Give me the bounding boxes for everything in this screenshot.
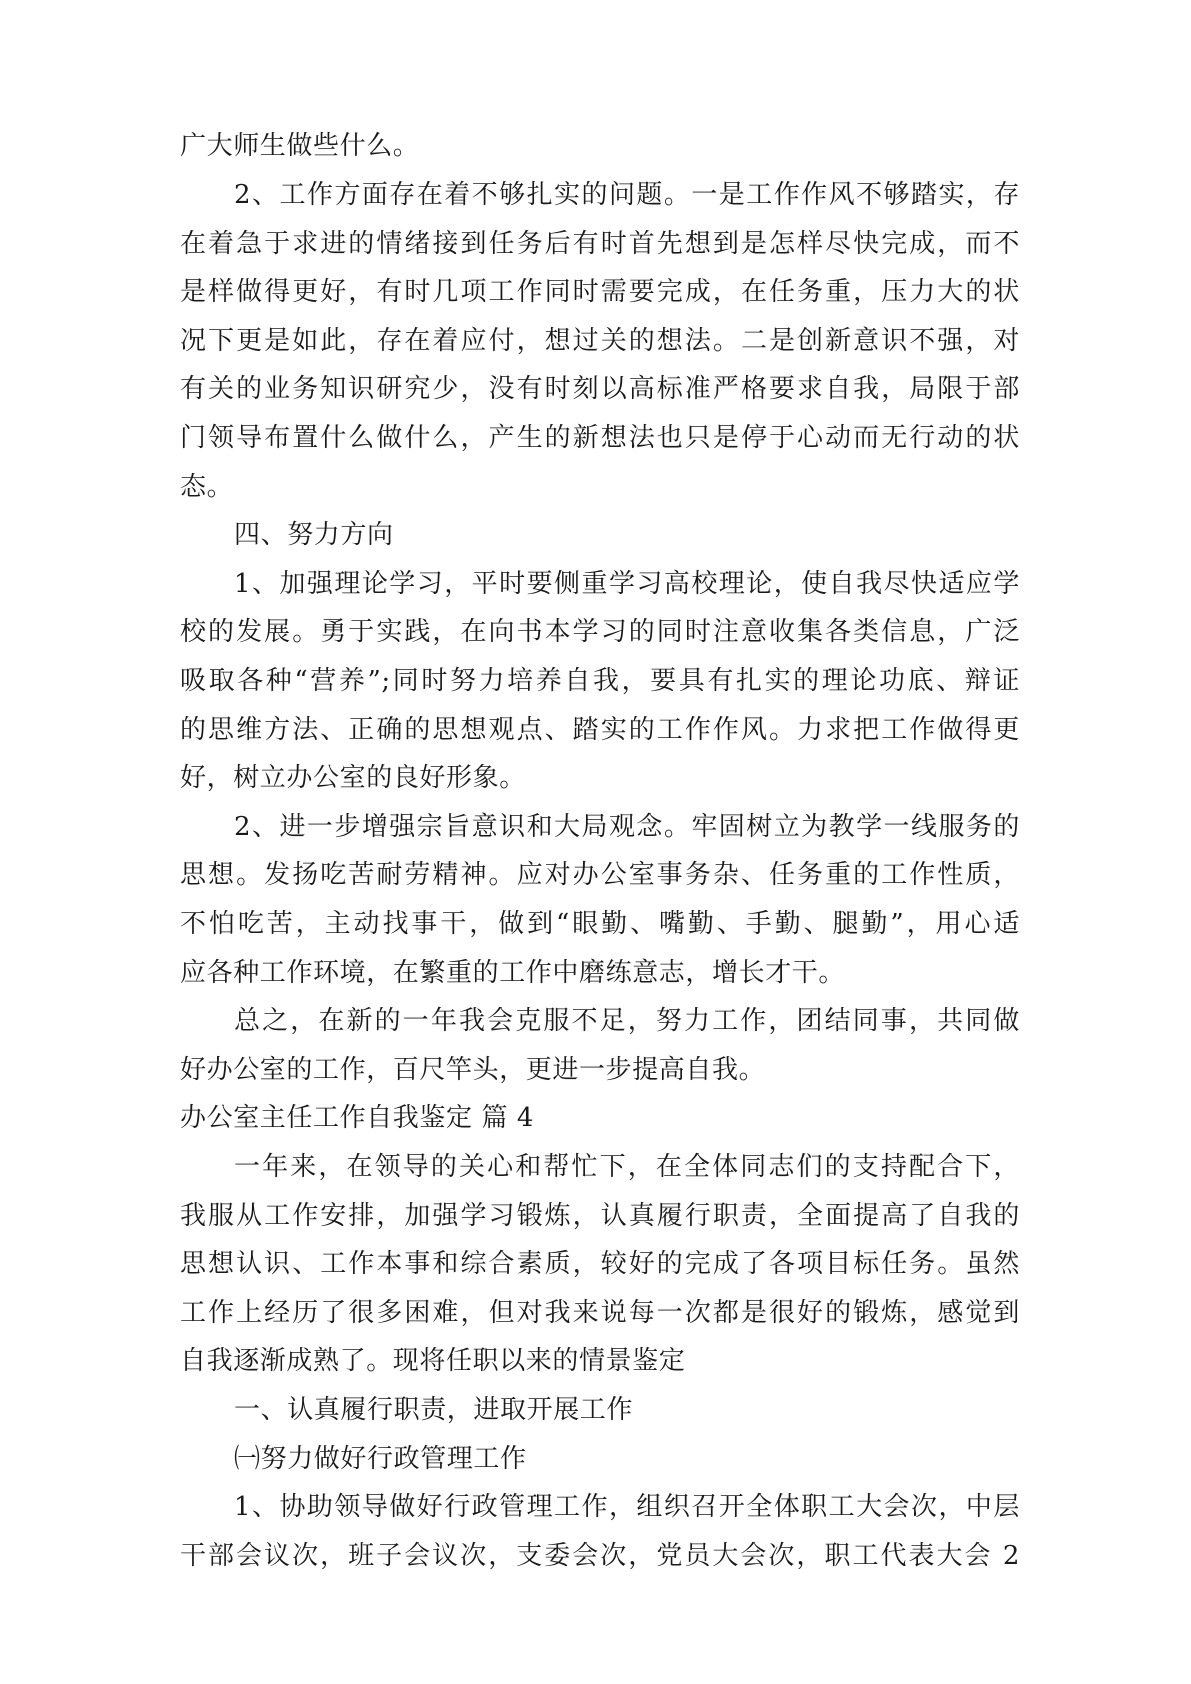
text-line: 总之，在新的一年我会克服不足，努力工作，团结同事，共同做	[234, 1006, 1020, 1036]
text-line: 是样做得更好，有时几项工作同时需要完成，在任务重，压力大的状	[180, 277, 1020, 307]
text-line: 有关的业务知识研究少，没有时刻以高标准严格要求自我，局限于部	[180, 374, 1020, 404]
text-line: 思想认识、工作本事和综合素质，较好的完成了各项目标任务。虽然	[180, 1249, 1020, 1279]
text-line: 自我逐渐成熟了。现将任职以来的情景鉴定	[180, 1346, 686, 1376]
text-line: 工作上经历了很多困难，但对我来说每一次都是很好的锻炼，感觉到	[180, 1298, 1020, 1328]
section-heading: 一、认真履行职责，进取开展工作	[234, 1395, 634, 1425]
text-line: 在着急于求进的情绪接到任务后有时首先想到是怎样尽快完成，而不	[180, 229, 1020, 259]
text-line: 好，树立办公室的良好形象。	[180, 763, 526, 793]
text-line: 1、协助领导做好行政管理工作，组织召开全体职工大会次，中层	[234, 1492, 1020, 1522]
text-line: 广大师生做些什么。	[180, 131, 420, 161]
text-line: 干部会议次，班子会议次，支委会次，党员大会次，职工代表大会 2	[180, 1541, 1020, 1571]
article-title: 办公室主任工作自我鉴定 篇 4	[180, 1103, 535, 1133]
text-line: 门领导布置什么做什么，产生的新想法也只是停于心动而无行动的状	[180, 423, 1020, 453]
text-line: 我服从工作安排，加强学习锻炼，认真履行职责，全面提高了自我的	[180, 1201, 1020, 1231]
text-line: 2、进一步增强宗旨意识和大局观念。牢固树立为教学一线服务的	[234, 812, 1020, 842]
text-line: 校的发展。勇于实践，在向书本学习的同时注意收集各类信息，广泛	[180, 617, 1020, 647]
text-line: 1、加强理论学习，平时要侧重学习高校理论，使自我尽快适应学	[234, 569, 1020, 599]
text-line: 应各种工作环境，在繁重的工作中磨练意志，增长才干。	[180, 958, 846, 988]
text-line: 的思维方法、正确的思想观点、踏实的工作作风。力求把工作做得更	[180, 715, 1020, 745]
text-line: 2、工作方面存在着不够扎实的问题。一是工作作风不够踏实，存	[234, 180, 1020, 210]
text-line: 况下更是如此，存在着应付，想过关的想法。二是创新意识不强，对	[180, 326, 1020, 356]
text-line: 不怕吃苦，主动找事干，做到“眼勤、嘴勤、手勤、腿勤”，用心适	[180, 909, 1020, 939]
text-line: 好办公室的工作，百尺竿头，更进一步提高自我。	[180, 1055, 766, 1085]
text-line: 思想。发扬吃苦耐劳精神。应对办公室事务杂、任务重的工作性质，	[180, 860, 1020, 890]
subsection-heading: ㈠努力做好行政管理工作	[234, 1444, 527, 1474]
text-line: 吸取各种“营养”;同时努力培养自我，要具有扎实的理论功底、辩证	[180, 666, 1020, 696]
section-heading: 四、努力方向	[234, 520, 394, 550]
text-line: 一年来，在领导的关心和帮忙下，在全体同志们的支持配合下，	[234, 1152, 1020, 1182]
text-line: 态。	[180, 472, 234, 502]
